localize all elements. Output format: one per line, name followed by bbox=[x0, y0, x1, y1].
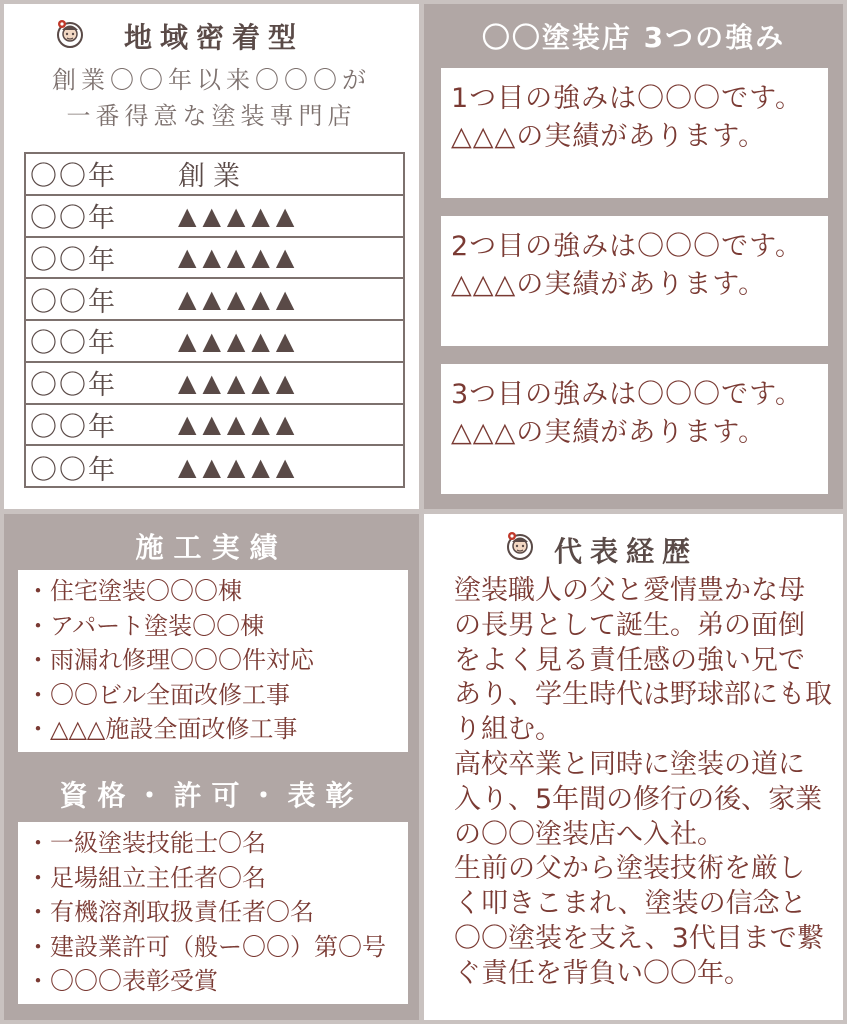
history-panel bbox=[4, 4, 419, 509]
bio-line: 〇〇塗装を支え、3代目まで繋 bbox=[454, 922, 824, 954]
bio-line: く叩きこまれ、塗装の信念と bbox=[454, 888, 807, 920]
history-row bbox=[26, 363, 403, 405]
history-event: ▲▲▲▲▲ bbox=[178, 368, 301, 397]
strength-line: △△△の実績があります。 bbox=[451, 121, 767, 152]
history-subtitle-line1: 創業〇〇年以来〇〇〇が bbox=[52, 66, 371, 94]
history-event: ▲▲▲▲▲ bbox=[178, 285, 301, 314]
list-item: ・〇〇ビル全面改修工事 bbox=[26, 680, 290, 709]
qualifications-title: 資格・許可・表彰 bbox=[59, 779, 364, 812]
bio-line: をよく見る責任感の強い兄で bbox=[454, 644, 805, 676]
history-row bbox=[26, 405, 403, 447]
bio-line: 塗装職人の父と愛情豊かな母 bbox=[454, 575, 805, 606]
bio-line: り組む。 bbox=[454, 714, 562, 746]
history-year: 〇〇年 bbox=[30, 286, 117, 318]
list-item: ・足場組立主任者〇名 bbox=[26, 863, 266, 892]
history-year: 〇〇年 bbox=[30, 454, 117, 486]
history-row bbox=[26, 154, 403, 196]
bio-line: あり、学生時代は野球部にも取 bbox=[454, 679, 832, 711]
strength-line: △△△の実績があります。 bbox=[451, 417, 767, 448]
history-event: 創業 bbox=[178, 161, 248, 193]
strength-line: △△△の実績があります。 bbox=[451, 269, 767, 300]
strength-line: 3つ目の強みは〇〇〇です。 bbox=[451, 379, 804, 410]
history-subtitle-line2: 一番得意な塗装専門店 bbox=[66, 102, 357, 130]
history-event: ▲▲▲▲▲ bbox=[178, 243, 301, 272]
list-item: ・雨漏れ修理〇〇〇件対応 bbox=[26, 646, 314, 674]
list-item: ・一級塗装技能士〇名 bbox=[26, 829, 266, 857]
history-year: 〇〇年 bbox=[30, 328, 117, 360]
history-event: ▲▲▲▲▲ bbox=[178, 453, 301, 482]
painter-mascot-icon bbox=[54, 18, 86, 50]
bio-line: の〇〇塗装店へ入社。 bbox=[454, 818, 724, 850]
bio-line: の長男として誕生。弟の面倒 bbox=[454, 609, 805, 641]
history-year: 〇〇年 bbox=[30, 411, 117, 443]
bio-line: 生前の父から塗装技術を厳し bbox=[454, 853, 805, 885]
strength-line: 1つ目の強みは〇〇〇です。 bbox=[451, 83, 804, 114]
list-item: ・△△△施設全面改修工事 bbox=[26, 715, 298, 743]
history-row bbox=[26, 238, 403, 280]
history-row bbox=[26, 321, 403, 363]
bio-line: 高校卒業と同時に塗装の道に bbox=[454, 748, 805, 780]
history-year: 〇〇年 bbox=[30, 203, 117, 235]
history-event: ▲▲▲▲▲ bbox=[178, 201, 301, 230]
strength-line: 2つ目の強みは〇〇〇です。 bbox=[451, 231, 804, 262]
history-year: 〇〇年 bbox=[30, 370, 117, 402]
history-year: 〇〇年 bbox=[30, 244, 117, 276]
history-event: ▲▲▲▲▲ bbox=[178, 326, 301, 355]
strength-card-3 bbox=[441, 364, 828, 494]
list-item: ・〇〇〇表彰受賞 bbox=[26, 967, 218, 995]
list-item: ・建設業許可（般ー〇〇）第〇号 bbox=[26, 932, 386, 961]
strengths-panel bbox=[424, 4, 843, 509]
list-item: ・アパート塗装〇〇棟 bbox=[26, 611, 265, 640]
history-table bbox=[24, 152, 405, 488]
history-row bbox=[26, 279, 403, 321]
list-item: ・住宅塗装〇〇〇棟 bbox=[26, 577, 242, 605]
bio-line: ぐ責任を背負い〇〇年。 bbox=[454, 957, 751, 989]
history-row bbox=[26, 446, 403, 488]
achievements-qualifications-panel bbox=[4, 514, 419, 1020]
achievements-title: 施工実績 bbox=[135, 531, 288, 564]
history-event: ▲▲▲▲▲ bbox=[178, 410, 301, 439]
strength-card-2 bbox=[441, 216, 828, 346]
bio-title: 代表経歴 bbox=[554, 535, 699, 568]
history-title: 地域密着型 bbox=[124, 21, 305, 54]
painter-mascot-icon bbox=[504, 530, 536, 562]
strength-card-1 bbox=[441, 68, 828, 198]
bio-line: 入り、5年間の修行の後、家業 bbox=[454, 783, 823, 815]
history-row bbox=[26, 196, 403, 238]
history-year: 〇〇年 bbox=[30, 161, 117, 193]
qualifications-list bbox=[18, 822, 408, 1004]
list-item: ・有機溶剤取扱責任者〇名 bbox=[26, 898, 314, 926]
achievements-list bbox=[18, 570, 408, 752]
bio-panel bbox=[424, 514, 843, 1020]
bio-text bbox=[454, 574, 834, 992]
strengths-title: 〇〇塗装店 3つの強み bbox=[481, 21, 786, 54]
